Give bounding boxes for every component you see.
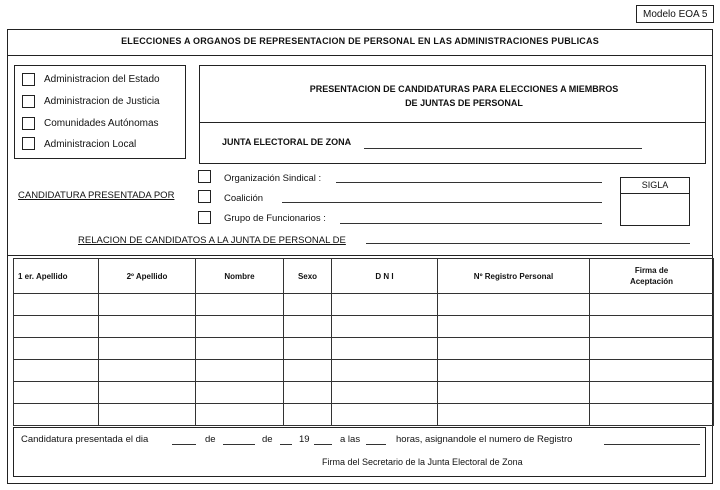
junta-electoral-field[interactable] (364, 148, 642, 149)
cell[interactable] (438, 316, 590, 338)
presentation-box (199, 65, 706, 164)
cell[interactable] (196, 316, 284, 338)
checkbox-organizacion-sindical[interactable] (198, 170, 211, 183)
cell[interactable] (332, 294, 438, 316)
col-header-apellido1: 1 er. Apellido (14, 259, 99, 294)
table-row (14, 360, 714, 382)
cell[interactable] (438, 404, 590, 426)
col-header-dni: D N I (332, 259, 438, 294)
cell[interactable] (284, 360, 332, 382)
col-header-nombre: Nombre (196, 259, 284, 294)
cell[interactable] (99, 404, 196, 426)
cell[interactable] (99, 316, 196, 338)
col-header-registro: Nº Registro Personal (438, 259, 590, 294)
cell[interactable] (590, 338, 714, 360)
cell[interactable] (332, 382, 438, 404)
cell[interactable] (99, 360, 196, 382)
mes-field[interactable] (223, 444, 255, 445)
year-prefix-line (280, 444, 292, 445)
table-row (14, 294, 714, 316)
junta-electoral-label: JUNTA ELECTORAL DE ZONA (222, 137, 352, 147)
presentation-divider (199, 122, 706, 123)
cell[interactable] (438, 360, 590, 382)
presenter-label: Coalición (224, 193, 264, 204)
secretario-signature-label: Firma del Secretario de la Junta Electoral de Zona (322, 457, 523, 467)
cell[interactable] (590, 360, 714, 382)
cell[interactable] (332, 316, 438, 338)
dia-field[interactable] (172, 444, 196, 445)
relacion-candidatos-label: RELACION DE CANDIDATOS A LA JUNTA DE PERSONAL DE (78, 235, 346, 246)
sigla-label: SIGLA (641, 180, 669, 190)
cell[interactable] (332, 360, 438, 382)
cell[interactable] (99, 294, 196, 316)
col-header-sexo: Sexo (284, 259, 332, 294)
main-title: ELECCIONES A ORGANOS DE REPRESENTACION DE PERSONAL EN LAS ADMINISTRACIONES PUBLICAS (121, 36, 599, 46)
cell[interactable] (590, 316, 714, 338)
cell[interactable] (14, 382, 99, 404)
cell[interactable] (196, 338, 284, 360)
checkbox-coalicion[interactable] (198, 190, 211, 203)
cell[interactable] (590, 382, 714, 404)
organizacion-sindical-field[interactable] (336, 182, 602, 183)
presentation-title-line1: PRESENTACION DE CANDIDATURAS PARA ELECCIONES A MIEMBROS (309, 84, 619, 94)
cell[interactable] (99, 338, 196, 360)
cell[interactable] (14, 360, 99, 382)
cell[interactable] (590, 404, 714, 426)
table-row (14, 404, 714, 426)
cell[interactable] (438, 294, 590, 316)
year-field[interactable] (314, 444, 332, 445)
col-header-apellido2: 2º Apellido (99, 259, 196, 294)
administration-label: Administracion Local (44, 139, 137, 150)
hora-field[interactable] (366, 444, 386, 445)
presenter-label: Grupo de Funcionarios : (224, 213, 326, 224)
registro-field[interactable] (604, 444, 700, 445)
model-label-box (636, 5, 714, 23)
presentation-title-line2: DE JUNTAS DE PERSONAL (405, 98, 523, 108)
table-row (14, 382, 714, 404)
checkbox-comunidades-autonomas[interactable] (22, 117, 35, 130)
col-header-firma: Firma de Aceptación (590, 259, 714, 294)
table-row (14, 338, 714, 360)
coalicion-field[interactable] (282, 202, 602, 203)
cell[interactable] (284, 294, 332, 316)
footer-text-dia: Candidatura presentada el dia (21, 434, 149, 445)
presenter-label: Organización Sindical : (224, 173, 322, 184)
checkbox-administracion-estado[interactable] (22, 73, 35, 86)
candidates-table (13, 258, 714, 426)
cell[interactable] (284, 404, 332, 426)
footer-text-horas: horas, asignandole el numero de Registro (396, 434, 573, 445)
table-row (14, 316, 714, 338)
checkbox-administracion-local[interactable] (22, 137, 35, 150)
model-label: Modelo EOA 5 (643, 9, 708, 20)
relacion-junta-field[interactable] (366, 243, 690, 244)
cell[interactable] (284, 382, 332, 404)
cell[interactable] (332, 404, 438, 426)
cell[interactable] (196, 360, 284, 382)
grupo-funcionarios-field[interactable] (340, 223, 602, 224)
cell[interactable] (284, 316, 332, 338)
cell[interactable] (14, 338, 99, 360)
sigla-divider (620, 193, 690, 194)
footer-text-year: 19 (299, 434, 310, 445)
cell[interactable] (14, 404, 99, 426)
footer-text-de1: de (205, 434, 216, 445)
administration-label: Comunidades Autónomas (44, 118, 159, 129)
cell[interactable] (284, 338, 332, 360)
checkbox-grupo-funcionarios[interactable] (198, 211, 211, 224)
candidatura-presentada-label: CANDIDATURA PRESENTADA POR (18, 190, 175, 201)
cell[interactable] (332, 338, 438, 360)
cell[interactable] (14, 294, 99, 316)
administration-label: Administracion de Justicia (44, 96, 160, 107)
footer-text-a-las: a las (340, 434, 361, 445)
footer-text-de2: de (262, 434, 273, 445)
cell[interactable] (196, 404, 284, 426)
cell[interactable] (438, 338, 590, 360)
cell[interactable] (196, 294, 284, 316)
checkbox-administracion-justicia[interactable] (22, 95, 35, 108)
administration-label: Administracion del Estado (44, 74, 160, 85)
cell[interactable] (14, 316, 99, 338)
cell[interactable] (438, 382, 590, 404)
cell[interactable] (590, 294, 714, 316)
cell[interactable] (99, 382, 196, 404)
title-divider (7, 55, 713, 56)
table-top-rule (7, 255, 713, 256)
cell[interactable] (196, 382, 284, 404)
